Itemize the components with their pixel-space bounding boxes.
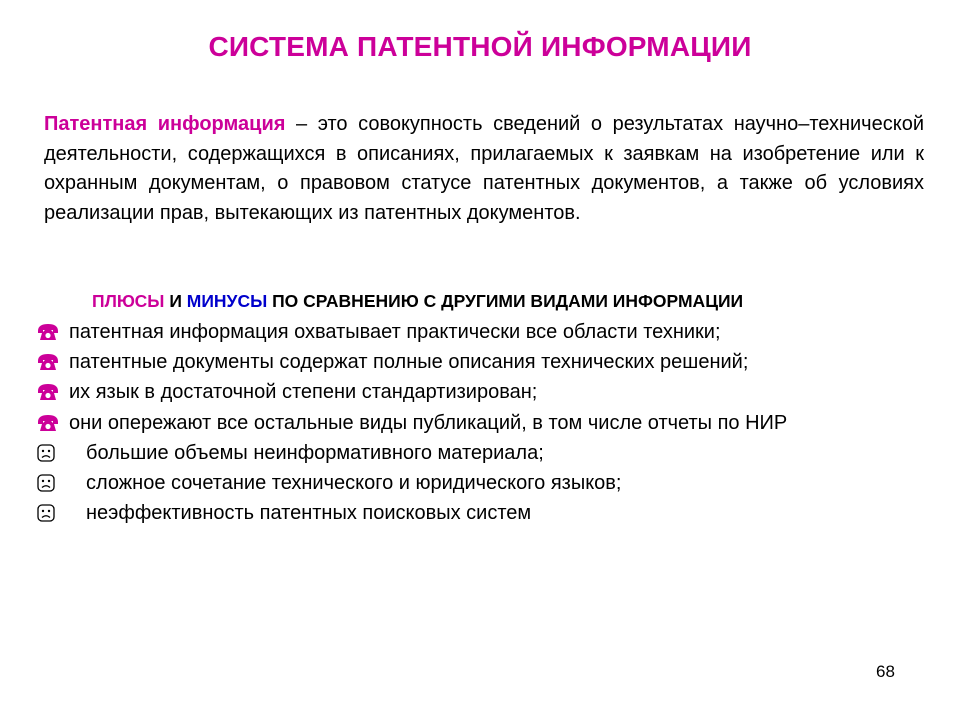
heading-rest: ПО СРАВНЕНИЮ С ДРУГИМИ ВИДАМИ ИНФОРМАЦИИ: [267, 291, 744, 311]
slide-title: СИСТЕМА ПАТЕНТНОЙ ИНФОРМАЦИИ: [208, 31, 752, 62]
pro-item: [36, 408, 936, 438]
sad-face-icon: [36, 438, 62, 468]
heading-pros-word: ПЛЮСЫ: [92, 291, 165, 311]
heading-cons-word: МИНУСЫ: [186, 291, 268, 311]
telephone-icon: [36, 377, 62, 407]
telephone-icon: [36, 408, 62, 438]
telephone-icon: [36, 317, 62, 347]
con-item: [36, 438, 936, 468]
pros-cons-heading: [92, 291, 743, 312]
definition-paragraph: [44, 110, 924, 228]
pro-item: [36, 347, 936, 377]
con-item: [36, 498, 936, 528]
pro-text: патентная информация охватывает практически все области техники;: [69, 321, 721, 343]
sad-face-icon: [36, 498, 62, 528]
page-number: 68: [876, 662, 895, 681]
pro-item: [36, 377, 936, 407]
pro-text: их язык в достаточной степени стандартизирован;: [69, 381, 538, 404]
telephone-icon: [36, 347, 62, 377]
con-text: большие объемы неинформативного материала;: [86, 441, 544, 464]
definition-text: – это совокупность сведений о результатах научно–технической деятельности, содержащихся в описаниях, прилагаемых к заявкам на изобретение или к охранным документам, о правовом статусе патентных документов, а также об условиях реализации прав, вытекающих из патентных документов.: [44, 113, 924, 224]
con-text: сложное сочетание технического и юридического языков;: [86, 471, 622, 494]
pro-text: патентные документы содержат полные описания технических решений;: [69, 351, 749, 374]
pro-text: они опережают все остальные виды публикаций, в том числе отчеты по НИР: [69, 411, 788, 434]
con-text: неэффективность патентных поисковых систем: [86, 502, 532, 525]
pro-item: [36, 317, 936, 347]
pros-cons-list: [36, 317, 936, 528]
heading-and-word: И: [164, 291, 187, 311]
definition-term: Патентная информация: [44, 113, 286, 135]
con-item: [36, 468, 936, 498]
sad-face-icon: [36, 468, 62, 498]
